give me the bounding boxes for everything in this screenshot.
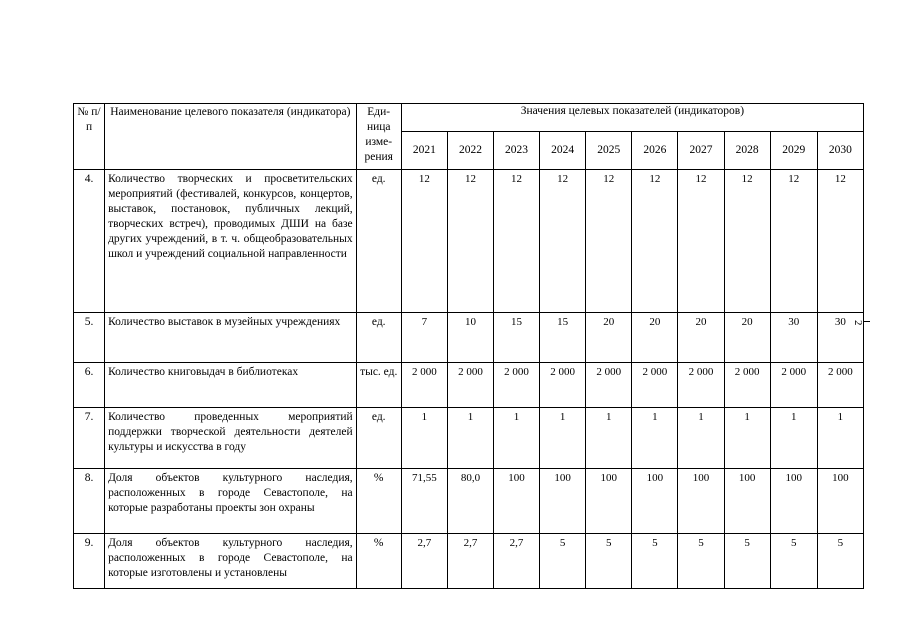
value-cell: 20 [586, 313, 632, 363]
value-cell: 2 000 [632, 363, 678, 408]
indicator-name: Количество книговыдач в библиотеках [105, 363, 357, 408]
value-cell: 100 [678, 469, 724, 534]
header-year: 2021 [401, 132, 447, 170]
header-year: 2023 [494, 132, 540, 170]
value-cell: 12 [586, 170, 632, 313]
value-cell: 12 [724, 170, 770, 313]
indicator-name: Количество проведенных мероприятий поддержки творческой деятельности деятелей культуры и искусства в году [105, 408, 357, 469]
header-year: 2028 [724, 132, 770, 170]
value-cell: 1 [632, 408, 678, 469]
row-number: 7. [74, 408, 105, 469]
page-number: 2 [852, 320, 864, 326]
value-cell: 2 000 [817, 363, 863, 408]
unit-cell: ед. [356, 170, 401, 313]
value-cell: 100 [724, 469, 770, 534]
value-cell: 100 [770, 469, 817, 534]
table-row [74, 170, 864, 313]
unit-cell: ед. [356, 313, 401, 363]
value-cell: 30 [770, 313, 817, 363]
value-cell: 12 [540, 170, 586, 313]
header-unit: Еди-ница изме-рения [356, 104, 401, 170]
unit-cell: ед. [356, 408, 401, 469]
table-row [74, 363, 864, 408]
value-cell: 5 [817, 534, 863, 589]
value-cell: 2,7 [401, 534, 447, 589]
value-cell: 2,7 [447, 534, 493, 589]
value-cell: 15 [494, 313, 540, 363]
row-number: 6. [74, 363, 105, 408]
value-cell: 1 [401, 408, 447, 469]
header-year: 2024 [540, 132, 586, 170]
value-cell: 1 [678, 408, 724, 469]
row-number: 4. [74, 170, 105, 313]
indicator-name: Количество творческих и просветительских мероприятий (фестивалей, конкурсов, концертов, выставок, постановок, публичных лекций, творческих встреч), проводимых ДШИ на базе других учреждений, в т. ч. общеобразовательных школ и учреждений социальной направленности [105, 170, 357, 313]
value-cell: 5 [540, 534, 586, 589]
unit-cell: тыс. ед. [356, 363, 401, 408]
value-cell: 5 [678, 534, 724, 589]
table-row [74, 313, 864, 363]
value-cell: 5 [632, 534, 678, 589]
value-cell: 100 [632, 469, 678, 534]
value-cell: 12 [494, 170, 540, 313]
indicators-table [73, 103, 864, 589]
table-row [74, 469, 864, 534]
row-number: 8. [74, 469, 105, 534]
value-cell: 12 [678, 170, 724, 313]
value-cell: 12 [401, 170, 447, 313]
value-cell: 30 [817, 313, 863, 363]
header-year: 2027 [678, 132, 724, 170]
value-cell: 2 000 [586, 363, 632, 408]
header-year: 2029 [770, 132, 817, 170]
value-cell: 12 [817, 170, 863, 313]
value-cell: 2 000 [494, 363, 540, 408]
header-num: № п/п [74, 104, 105, 170]
value-cell: 71,55 [401, 469, 447, 534]
header-year: 2026 [632, 132, 678, 170]
value-cell: 20 [678, 313, 724, 363]
value-cell: 2 000 [770, 363, 817, 408]
indicator-name: Доля объектов культурного наследия, расположенных в городе Севастополе, на которые разработаны проекты зон охраны [105, 469, 357, 534]
value-cell: 100 [817, 469, 863, 534]
value-cell: 2 000 [724, 363, 770, 408]
value-cell: 12 [770, 170, 817, 313]
header-year: 2022 [447, 132, 493, 170]
value-cell: 100 [540, 469, 586, 534]
table-body [74, 170, 864, 589]
page-number-mark [864, 321, 870, 322]
value-cell: 2 000 [540, 363, 586, 408]
value-cell: 2 000 [447, 363, 493, 408]
value-cell: 5 [586, 534, 632, 589]
value-cell: 2,7 [494, 534, 540, 589]
value-cell: 2 000 [401, 363, 447, 408]
value-cell: 12 [632, 170, 678, 313]
indicator-name: Количество выставок в музейных учреждениях [105, 313, 357, 363]
indicator-name: Доля объектов культурного наследия, расположенных в городе Севастополе, на которые изготовлены и установлены [105, 534, 357, 589]
unit-cell: % [356, 534, 401, 589]
value-cell: 1 [817, 408, 863, 469]
value-cell: 1 [770, 408, 817, 469]
value-cell: 1 [724, 408, 770, 469]
value-cell: 1 [447, 408, 493, 469]
value-cell: 100 [494, 469, 540, 534]
unit-cell: % [356, 469, 401, 534]
row-number: 9. [74, 534, 105, 589]
row-number: 5. [74, 313, 105, 363]
value-cell: 20 [724, 313, 770, 363]
value-cell: 1 [586, 408, 632, 469]
table-row [74, 534, 864, 589]
header-year: 2030 [817, 132, 863, 170]
value-cell: 100 [586, 469, 632, 534]
value-cell: 5 [724, 534, 770, 589]
value-cell: 10 [447, 313, 493, 363]
value-cell: 7 [401, 313, 447, 363]
value-cell: 5 [770, 534, 817, 589]
header-name: Наименование целевого показателя (индикатора) [105, 104, 357, 170]
value-cell: 15 [540, 313, 586, 363]
value-cell: 20 [632, 313, 678, 363]
header-year: 2025 [586, 132, 632, 170]
header-values: Значения целевых показателей (индикаторов) [401, 104, 863, 132]
table-row [74, 408, 864, 469]
value-cell: 12 [447, 170, 493, 313]
value-cell: 2 000 [678, 363, 724, 408]
value-cell: 1 [494, 408, 540, 469]
value-cell: 1 [540, 408, 586, 469]
value-cell: 80,0 [447, 469, 493, 534]
